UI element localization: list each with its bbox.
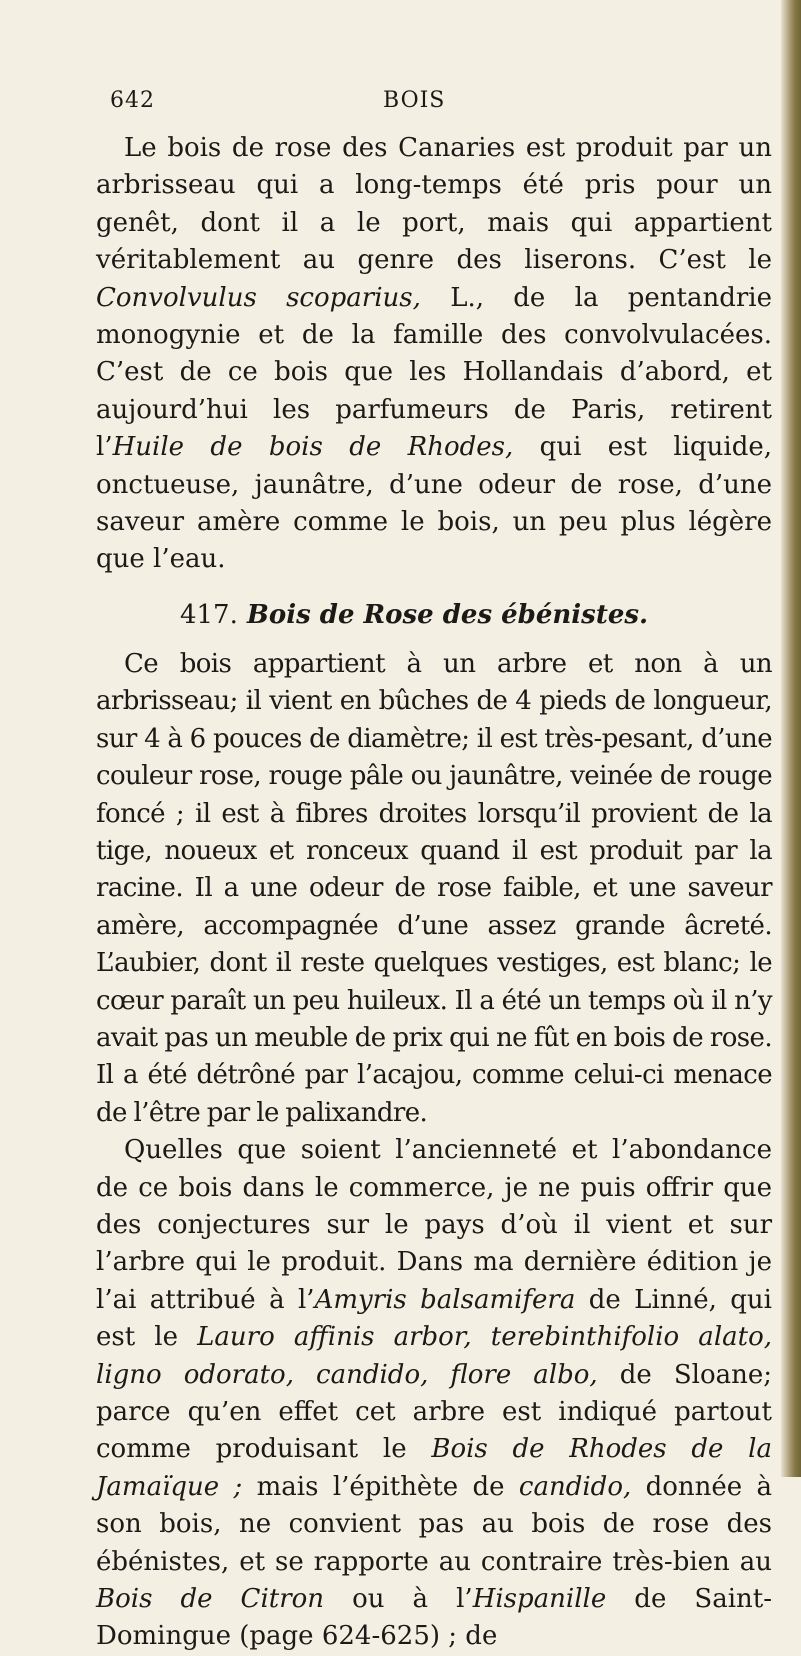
text-run: de Sloane; parce qu’en effet cet arbre est indiqué partout comme produisant le [96, 1359, 772, 1465]
italic-term: Convolvulus scoparius, [96, 282, 421, 313]
text-run: Quelles que soient l’ancienneté et l’abondance de ce bois dans le commerce, je ne puis offrir que des conjectures sur le pays d’où il vient et sur l’arbre qui le produit. Dans ma dernière édition je l’ai attribué à l’ [96, 1135, 772, 1315]
text-run: mais l’épithète de [242, 1471, 519, 1502]
italic-term: Hispanille [472, 1584, 607, 1615]
page-header [96, 80, 742, 120]
italic-term: Huile de bois de Rhodes, [112, 432, 514, 463]
text-run: ou à l’ [324, 1584, 473, 1615]
text-run: donnée à son bois, ne convient pas au bois de rose des ébénistes, et se rapporte au contraire très-bien au [96, 1471, 773, 1577]
italic-term: candido, [518, 1471, 632, 1502]
text-run: de Linné, qui est le [96, 1284, 772, 1353]
text-run: de Saint- Domingue (page 624-625) ; de [96, 1584, 772, 1652]
page-edge-shadow [781, 0, 801, 1477]
text-run: L., de la pentandrie monogynie et de la famille des convolvulacées. C’est de ce bois que les Hollandais d’abord, et aujourd’hui les parfumeurs de Paris, retirent l’ [96, 282, 772, 463]
section-number: 417. [179, 599, 238, 630]
paragraph-ebenistes: Ce bois appartient à un arbre et non à un arbrisseau; il vient en bûches de 4 pieds de longueur, sur 4 à 6 pouces de diamètre; il est très-pesant, d’une couleur rose, rouge pâle ou jaunâtre, veinée de rouge foncé ; il est à fibres droites lorsqu’il provient de la tige, noueux et ronceux quand il est produit par la racine. Il a une odeur de rose faible, et une saveur amère, accompagnée d’une assez grande âcreté. L’aubier, dont il reste quelques vestiges, est blanc; le cœur paraît un peu huileux. Il a été un temps où il n’y avait pas un meuble de prix qui ne fût en bois de rose. Il a été détrôné par l’acajou, comme celui-ci menace de l’être par le palixandre. [96, 648, 772, 1128]
section-title: Bois de Rose des ébénistes. [246, 599, 649, 630]
paragraph-canaries [96, 130, 772, 579]
italic-term: Lauro affinis arbor, terebinthifolio alato, ligno odorato, candido, flore albo, [96, 1322, 772, 1390]
page-number: 642 [110, 88, 155, 113]
section-heading [96, 597, 772, 634]
text-run: Le bois de rose des Canaries est produit par un arbrisseau qui a long-temps été pris pour un genêt, dont il a le port, mais qui appartient véritablement au genre des liserons. C’est le [96, 133, 772, 276]
running-head: BOIS [383, 88, 446, 113]
text-run: qui est liquide, onctueuse, jaunâtre, d’une odeur de rose, d’une saveur amère comme le bois, un peu plus légère que l’eau. [96, 432, 773, 575]
paragraph-origin [96, 1132, 772, 1656]
italic-term: Bois de Rhodes de la Jamaïque ; [96, 1434, 773, 1502]
text-body [96, 130, 772, 1656]
italic-term: Amyris balsamifera [314, 1284, 576, 1315]
italic-term: Bois de Citron [96, 1584, 325, 1615]
